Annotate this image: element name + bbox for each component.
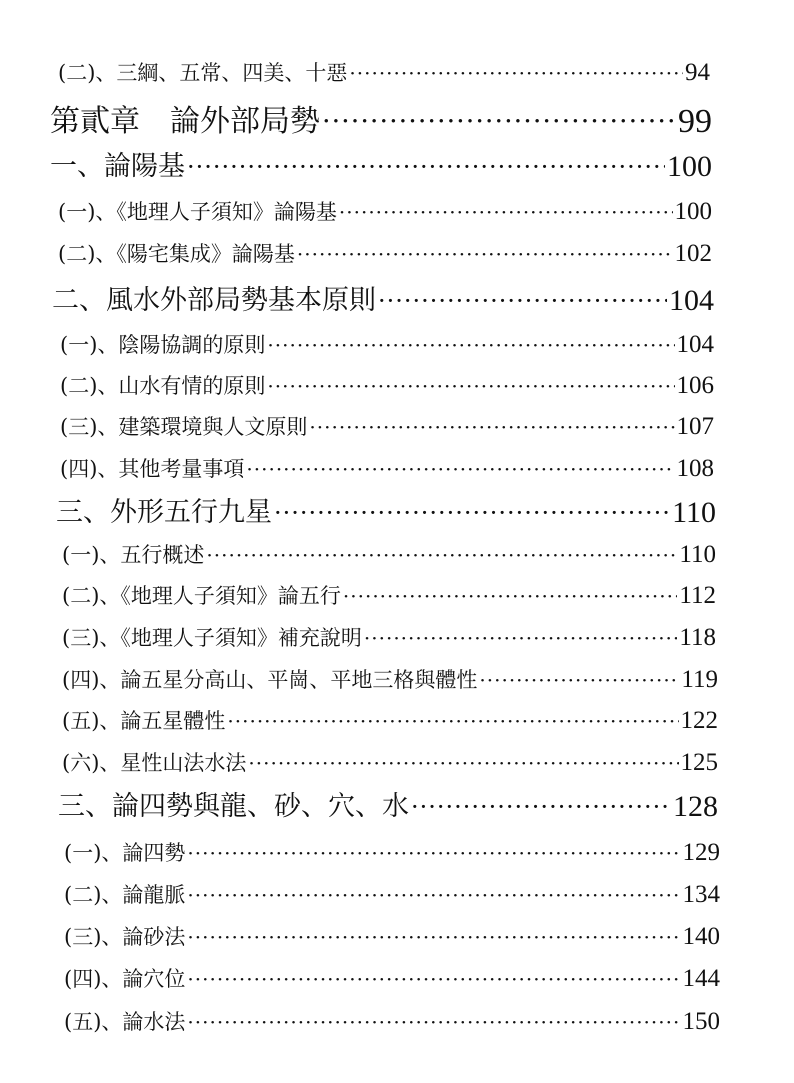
toc-entry — [60, 412, 714, 442]
toc-entry — [60, 454, 714, 484]
toc-entry — [58, 239, 712, 269]
dot-leader — [274, 494, 670, 532]
toc-entry-page: 119 — [681, 666, 718, 693]
toc-entry-page: 102 — [674, 240, 712, 267]
toc-entry-page: 140 — [682, 923, 720, 950]
dot-leader — [297, 239, 673, 269]
toc-entry-label: (四)、論五星分高山、平崗、平地三格與體性 — [62, 668, 478, 692]
toc-entry-page: 94 — [685, 59, 710, 86]
toc-entry — [64, 838, 720, 868]
dot-leader — [187, 838, 680, 868]
toc-entry — [60, 330, 714, 360]
toc-entry-label: (一)、五行概述 — [62, 543, 205, 567]
toc-entry-label: (五)、論水法 — [64, 1010, 186, 1034]
toc-entry-page: 150 — [682, 1008, 720, 1035]
toc-entry — [62, 665, 718, 695]
toc-entry-page: 108 — [676, 455, 714, 482]
toc-entry-page: 106 — [676, 372, 714, 399]
toc-entry-label: 一、論陽基 — [50, 151, 185, 182]
toc-entry — [64, 964, 720, 994]
toc-entry-page: 107 — [676, 413, 714, 440]
toc-section-entry — [56, 494, 716, 532]
dot-leader — [343, 581, 678, 611]
toc-entry-label: (二)、《陽宅集成》論陽基 — [58, 242, 295, 266]
dot-leader — [479, 665, 679, 695]
toc-entry-page: 134 — [682, 881, 720, 908]
toc-entry-label: (三)、論砂法 — [64, 925, 186, 949]
dot-leader — [267, 371, 674, 401]
dot-leader — [339, 197, 673, 227]
toc-entry — [64, 880, 720, 910]
toc-entry-page: 118 — [679, 624, 716, 651]
toc-section-entry — [58, 788, 718, 826]
toc-entry-label: (二)、論龍脈 — [64, 883, 186, 907]
dot-leader — [187, 880, 680, 910]
toc-entry-label: (六)、星性山法水法 — [62, 751, 247, 775]
dot-leader — [349, 58, 683, 88]
toc-entry-label: 三、外形五行九星 — [56, 497, 272, 528]
dot-leader — [364, 623, 678, 653]
dot-leader — [187, 1007, 680, 1037]
toc-section-entry — [52, 282, 714, 320]
dot-leader — [187, 922, 680, 952]
toc-section-entry — [50, 148, 712, 186]
toc-entry-label: 二、風水外部局勢基本原則 — [52, 285, 376, 316]
toc-entry — [64, 922, 720, 952]
dot-leader — [246, 454, 674, 484]
toc-entry — [62, 706, 718, 736]
dot-leader — [267, 330, 674, 360]
toc-entry-label: (二)、山水有情的原則 — [60, 374, 266, 398]
toc-entry-page: 122 — [680, 707, 718, 734]
toc-entry — [62, 748, 718, 778]
toc-entry-label: (四)、論穴位 — [64, 967, 186, 991]
dot-leader — [378, 282, 667, 320]
dot-leader — [411, 788, 671, 826]
dot-leader — [322, 100, 676, 144]
toc-entry-page: 112 — [679, 582, 716, 609]
dot-leader — [248, 748, 678, 778]
toc-entry-label: (五)、論五星體性 — [62, 709, 226, 733]
toc-entry — [62, 623, 716, 653]
toc-entry — [58, 197, 712, 227]
toc-entry-label: (一)、陰陽協調的原則 — [60, 333, 266, 357]
toc-entry-label: (一)、論四勢 — [64, 841, 186, 865]
toc-entry-label: (二)、三綱、五常、四美、十惡 — [58, 61, 348, 85]
toc-entry-label: 三、論四勢與龍、砂、穴、水 — [58, 791, 409, 822]
dot-leader — [309, 412, 674, 442]
toc-entry-label: (四)、其他考量事項 — [60, 457, 245, 481]
toc-entry-label: (二)、《地理人子須知》論五行 — [62, 584, 341, 608]
toc-entry-page: 129 — [682, 839, 720, 866]
toc-entry-page: 110 — [679, 541, 716, 568]
toc-entry-page: 99 — [678, 103, 712, 140]
dot-leader — [187, 148, 665, 186]
toc-entry-page: 104 — [676, 331, 714, 358]
toc-entry-label: 第貳章 論外部局勢 — [50, 104, 320, 139]
toc-entry-page: 100 — [674, 198, 712, 225]
dot-leader — [227, 706, 678, 736]
toc-entry-page: 100 — [667, 150, 712, 183]
toc-entry-label: (一)、《地理人子須知》論陽基 — [58, 200, 337, 224]
toc-entry-page: 128 — [673, 790, 718, 823]
toc-entry-page: 144 — [682, 965, 720, 992]
toc-entry-page: 125 — [680, 749, 718, 776]
dot-leader — [187, 964, 680, 994]
toc-entry — [60, 371, 714, 401]
toc-entry-page: 104 — [669, 284, 714, 317]
toc-entry-label: (三)、《地理人子須知》補充說明 — [62, 626, 362, 650]
toc-entry — [62, 581, 716, 611]
toc-entry — [64, 1007, 720, 1037]
toc-entry-page: 110 — [672, 496, 716, 529]
dot-leader — [206, 540, 677, 570]
toc-entry-label: (三)、建築環境與人文原則 — [60, 415, 308, 439]
toc-chapter-entry — [50, 100, 712, 144]
toc-entry — [62, 540, 716, 570]
toc-entry — [58, 58, 710, 88]
